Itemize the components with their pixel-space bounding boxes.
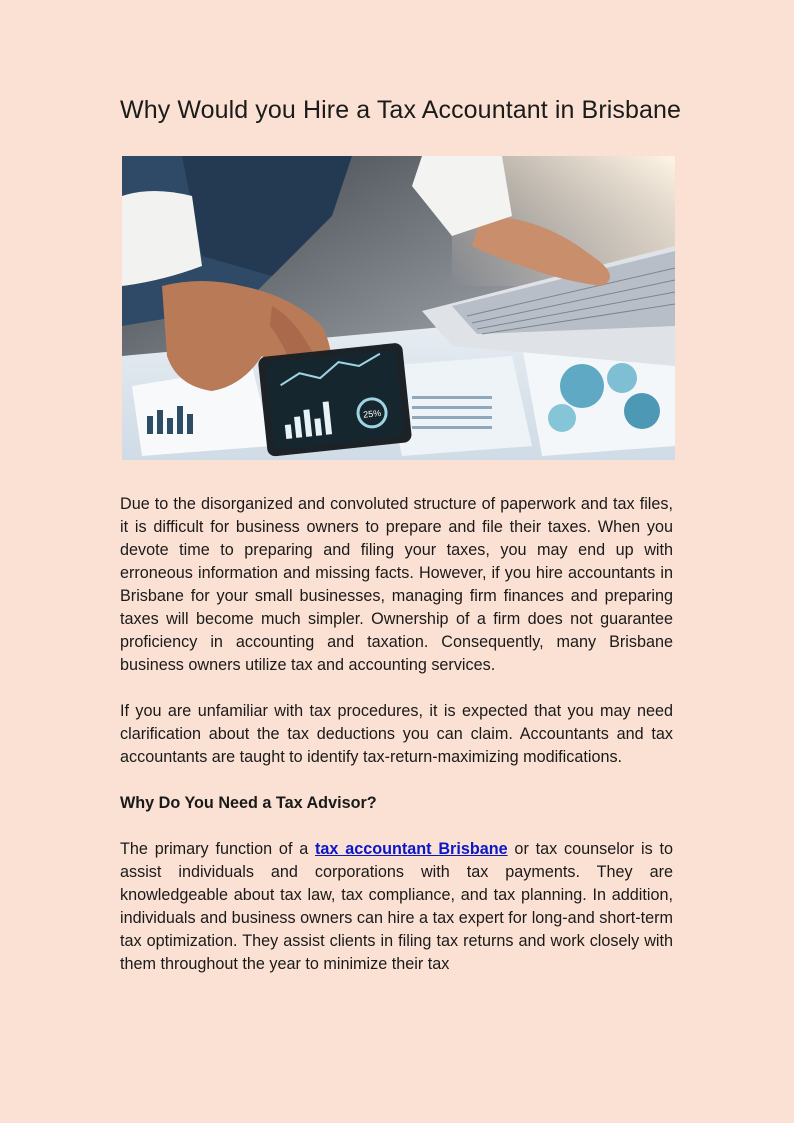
- paragraph-3: [120, 838, 673, 973]
- tax-accountant-link[interactable]: tax accountant Brisbane: [315, 840, 508, 858]
- paragraph-3-before: The primary function of a: [120, 840, 316, 858]
- article-body: [120, 493, 673, 976]
- paragraph-3-after: or tax counselor is to assist individuals and corporations with tax payments. They are knowledgeable about tax law, tax compliance, and tax planning. In addition, individuals and business owners can hire a tax expert for long-and short-term tax optimization. They assist clients in filing tax returns and work closely with them throughout the year to minimize their tax: [120, 840, 673, 973]
- page-title: Why Would you Hire a Tax Accountant in Brisbane: [120, 96, 682, 124]
- paragraph-2: If you are unfamiliar with tax procedures, it is expected that you may need clarification about the tax deductions you can claim. Accountants and tax accountants are taught to identify tax-return-maximizing modifications.: [120, 702, 673, 766]
- phone-badge-text: 25%: [362, 407, 382, 420]
- hero-illustration: [122, 156, 675, 460]
- section-heading: Why Do You Need a Tax Advisor?: [120, 794, 377, 812]
- hero-image: [122, 156, 675, 460]
- paragraph-1: Due to the disorganized and convoluted structure of paperwork and tax files, it is difficult for business owners to prepare and file their taxes. When you devote time to preparing and filing your taxes, you may end up with erroneous information and missing facts. However, if you hire accountants in Brisbane for your small businesses, managing firm finances and preparing taxes will become much simpler. Ownership of a firm does not guarantee proficiency in accounting and taxation. Consequently, many Brisbane business owners utilize tax and accounting services.: [120, 495, 673, 674]
